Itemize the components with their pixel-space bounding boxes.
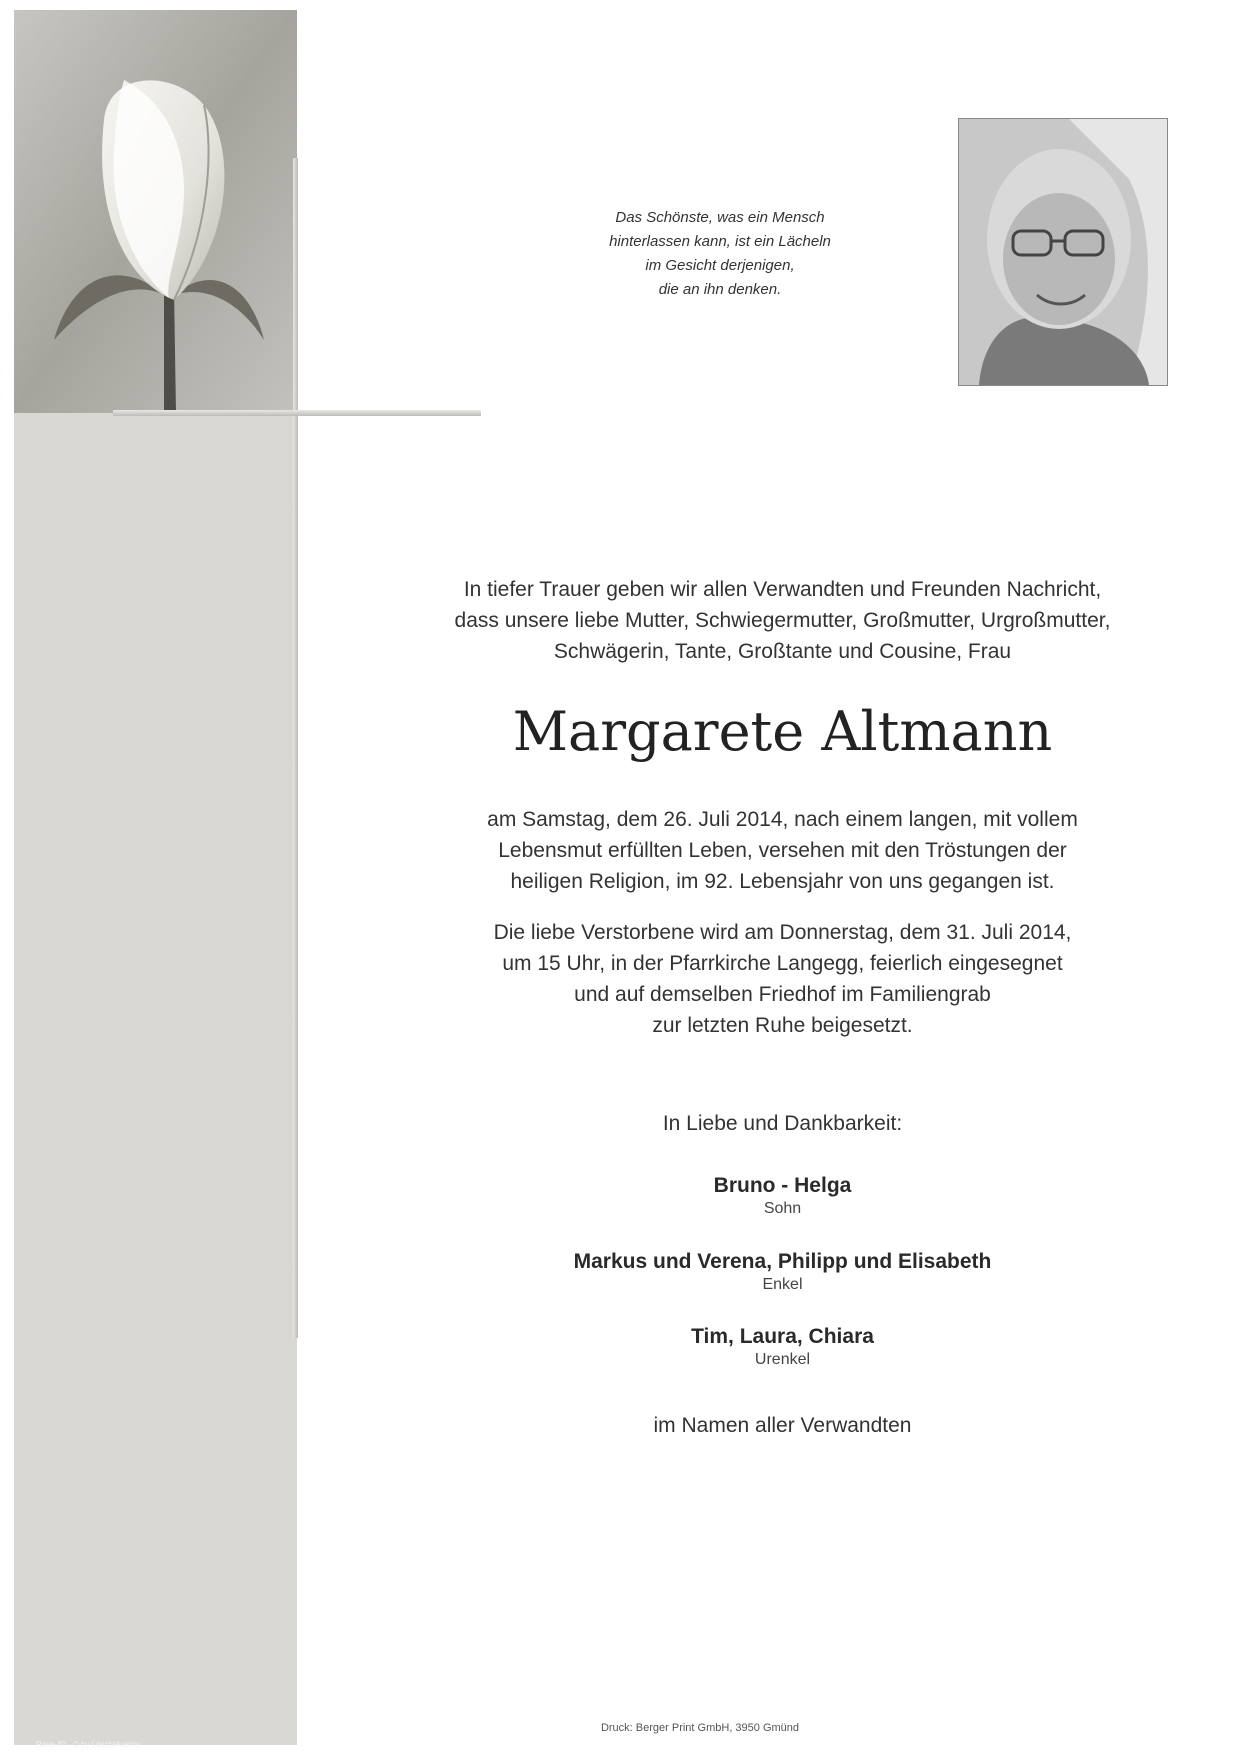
side-panel <box>14 10 297 1749</box>
rose-image <box>14 10 297 413</box>
image-credit: Rose 40 - © by Lösch/Austria <box>36 1740 141 1749</box>
deceased-name: Margarete Altmann <box>512 700 1053 763</box>
quote-line: die an ihn denken. <box>658 281 782 298</box>
memorial-quote <box>560 206 880 302</box>
printer-imprint: Druck: Berger Print GmbH, 3950 Gmünd <box>600 1722 800 1734</box>
quote-line: hinterlassen kann, ist ein Lächeln <box>609 233 831 250</box>
funeral-line: Die liebe Verstorbene wird am Donnerstag, dem 31. Juli 2014, <box>493 921 1072 944</box>
family-relation: Sohn <box>763 1200 802 1217</box>
death-line: am Samstag, dem 26. Juli 2014, nach einem langen, mit vollem <box>487 808 1078 831</box>
death-line: heiligen Religion, im 92. Lebensjahr von uns gegangen ist. <box>510 870 1055 893</box>
family-group <box>410 1249 1155 1295</box>
death-text <box>410 804 1155 897</box>
quote-line: im Gesicht derjenigen, <box>645 257 795 274</box>
family-relation: Urenkel <box>754 1351 811 1368</box>
funeral-line: zur letzten Ruhe beigesetzt. <box>652 1014 913 1037</box>
family-names: Tim, Laura, Chiara <box>691 1325 874 1348</box>
funeral-line: um 15 Uhr, in der Pfarrkirche Langegg, feierlich eingesegnet <box>502 952 1063 975</box>
family-group <box>410 1324 1155 1370</box>
vertical-divider <box>293 158 298 1338</box>
horizontal-divider <box>113 410 481 416</box>
funeral-text <box>410 917 1155 1041</box>
closing-line: im Namen aller Verwandten <box>653 1414 912 1437</box>
thanks-line: In Liebe und Dankbarkeit: <box>662 1112 903 1135</box>
intro-text <box>410 574 1155 667</box>
portrait-photo <box>958 118 1168 386</box>
rose-illustration <box>14 10 297 413</box>
quote-line: Das Schönste, was ein Mensch <box>615 209 825 226</box>
death-line: Lebensmut erfüllten Leben, versehen mit den Tröstungen der <box>498 839 1067 862</box>
intro-line: In tiefer Trauer geben wir allen Verwandten und Freunden Nachricht, <box>463 578 1102 601</box>
intro-line: dass unsere liebe Mutter, Schwiegermutter, Großmutter, Urgroßmutter, <box>454 609 1111 632</box>
intro-line: Schwägerin, Tante, Großtante und Cousine, Frau <box>553 640 1012 663</box>
family-names: Markus und Verena, Philipp und Elisabeth <box>573 1250 992 1273</box>
family-names: Bruno - Helga <box>713 1174 852 1197</box>
funeral-line: und auf demselben Friedhof im Familiengrab <box>574 983 991 1006</box>
family-relation: Enkel <box>762 1276 803 1293</box>
portrait-illustration <box>959 119 1167 385</box>
family-group <box>410 1173 1155 1219</box>
